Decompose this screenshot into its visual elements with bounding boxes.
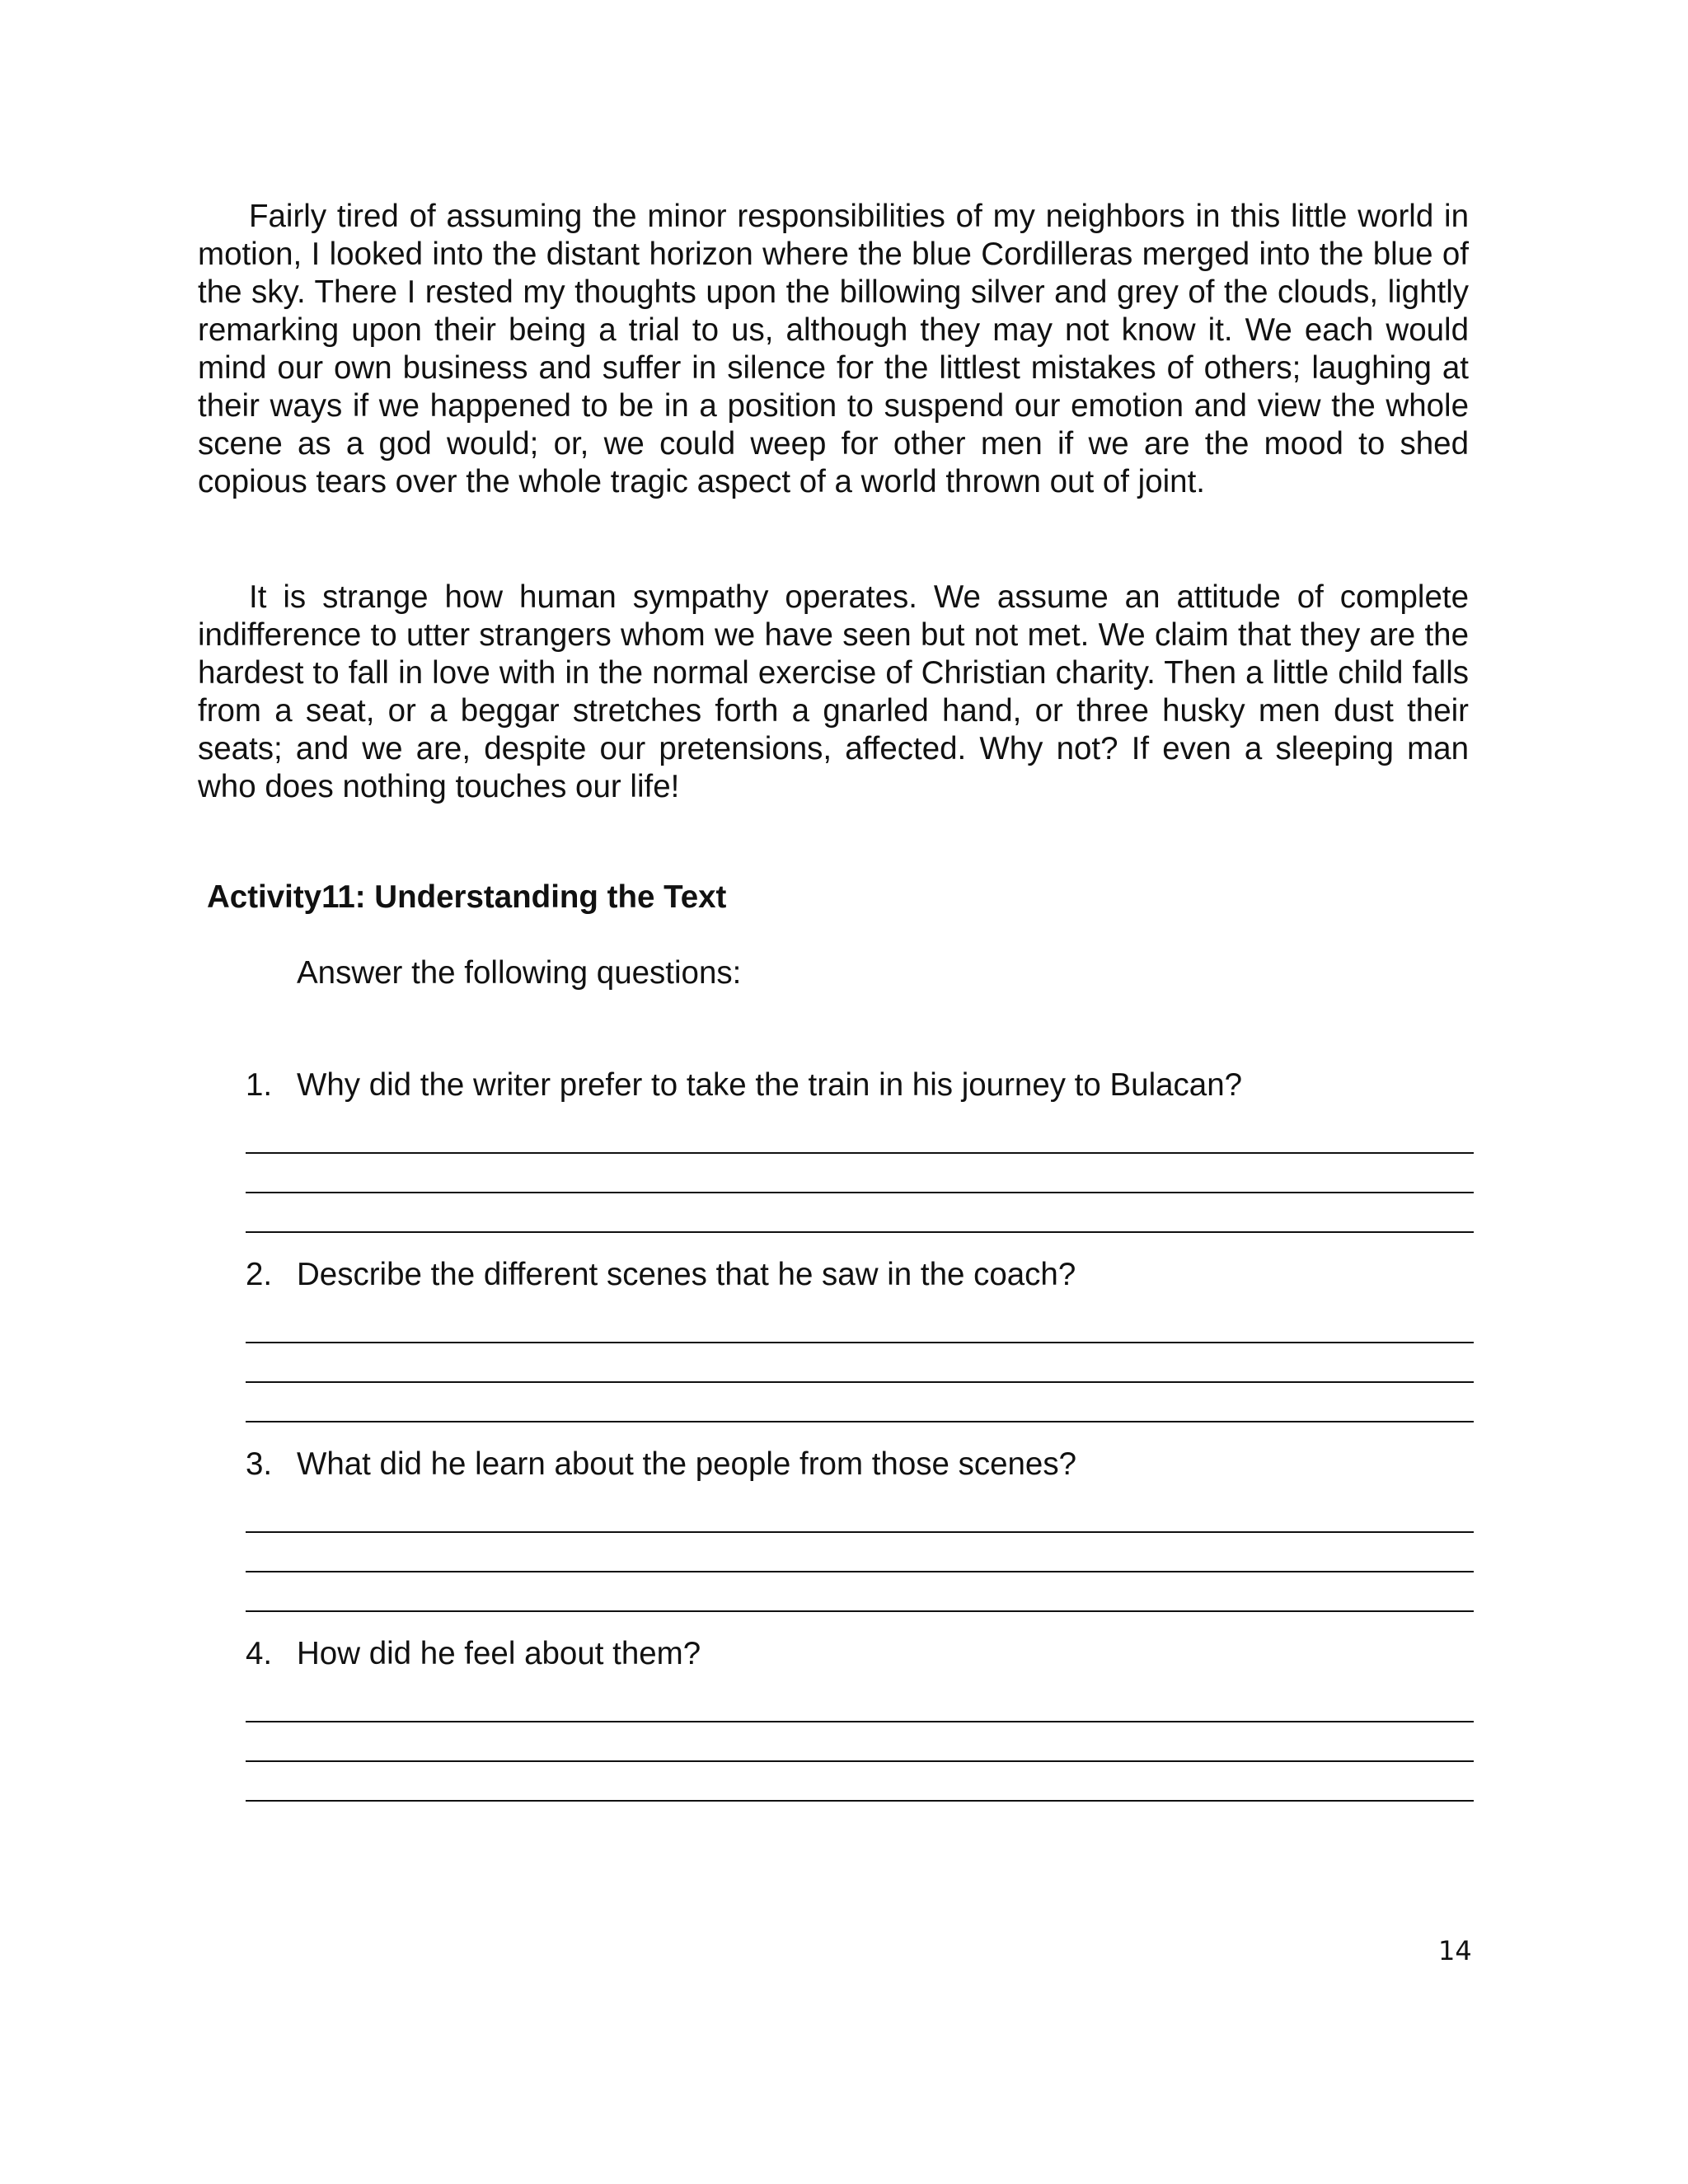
activity-heading: Activity11: Understanding the Text: [207, 879, 727, 915]
answer-lines[interactable]: [246, 1114, 1474, 1233]
answer-line[interactable]: [246, 1343, 1474, 1383]
question-number: 4.: [246, 1636, 273, 1671]
page-number: 14: [1438, 1935, 1472, 1966]
question-block: [246, 1066, 1474, 1233]
activity-instruction: Answer the following questions:: [297, 955, 742, 991]
answer-line[interactable]: [246, 1762, 1474, 1802]
answer-line[interactable]: [246, 1722, 1474, 1762]
question-block: [246, 1446, 1474, 1612]
answer-lines[interactable]: [246, 1493, 1474, 1612]
answer-lines[interactable]: [246, 1304, 1474, 1422]
question-prompt: [246, 1256, 1474, 1294]
question-prompt: [246, 1446, 1474, 1483]
answer-line[interactable]: [246, 1193, 1474, 1233]
question-text: Why did the writer prefer to take the train in his journey to Bulacan?: [297, 1067, 1243, 1103]
answer-line[interactable]: [246, 1683, 1474, 1722]
answer-line[interactable]: [246, 1304, 1474, 1343]
body-paragraph: Fairly tired of assuming the minor responsibilities of my neighbors in this little world in motion, I looked into the distant horizon where the blue Cordilleras merged into the blue of the sky. There I rested my thoughts upon the billowing silver and grey of the clouds, lightly remarking upon their being a trial to us, although they may not know it. We each would mind our own business and suffer in silence for the littlest mistakes of others; laughing at their ways if we happened to be in a position to suspend our emotion and view the whole scene as a god would; or, we could weep for other men if we are the mood to shed copious tears over the whole tragic aspect of a world thrown out of joint.: [198, 199, 1469, 499]
answer-line[interactable]: [246, 1383, 1474, 1422]
question-block: [246, 1256, 1474, 1422]
question-text: How did he feel about them?: [297, 1636, 701, 1671]
answer-line[interactable]: [246, 1493, 1474, 1533]
answer-line[interactable]: [246, 1154, 1474, 1193]
answer-line[interactable]: [246, 1533, 1474, 1572]
body-paragraph: It is strange how human sympathy operates. We assume an attitude of complete indifference to utter strangers whom we have seen but not met. We claim that they are the hardest to fall in love with in the normal exercise of Christian charity. Then a little child falls from a seat, or a beggar stretches forth a gnarled hand, or three husky men dust their seats; and we are, despite our pretensions, affected. Why not? If even a sleeping man who does nothing touches our life!: [198, 579, 1469, 804]
question-number: 1.: [246, 1067, 273, 1103]
question-text: What did he learn about the people from those scenes?: [297, 1446, 1076, 1482]
question-number: 2.: [246, 1257, 273, 1292]
question-number: 3.: [246, 1446, 273, 1482]
answer-line[interactable]: [246, 1572, 1474, 1612]
answer-line[interactable]: [246, 1114, 1474, 1154]
question-text: Describe the different scenes that he saw in the coach?: [297, 1257, 1076, 1292]
question-block: [246, 1635, 1474, 1802]
answer-lines[interactable]: [246, 1683, 1474, 1802]
question-prompt: [246, 1635, 1474, 1673]
question-prompt: [246, 1066, 1474, 1104]
